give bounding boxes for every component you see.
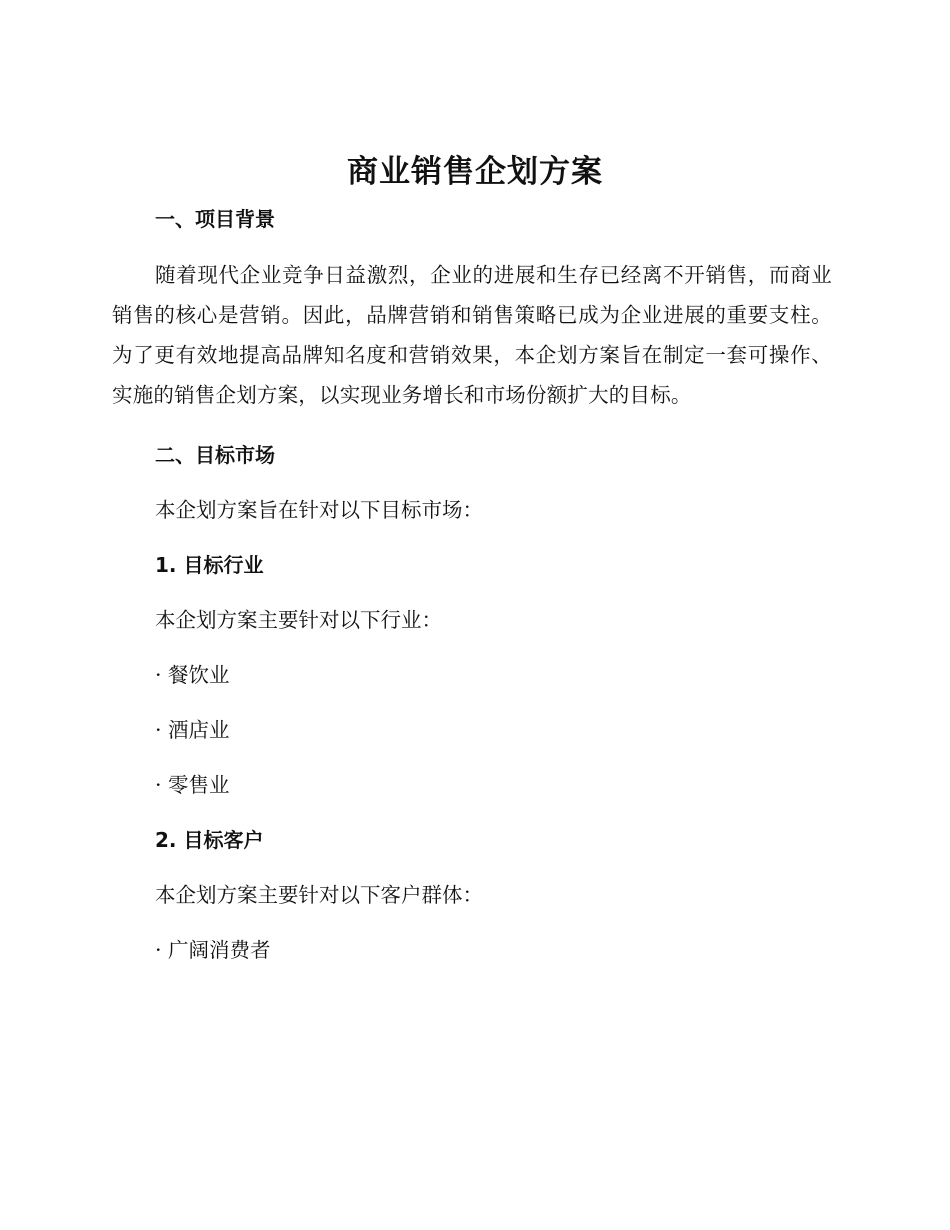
background-paragraph: 随着现代企业竞争日益激烈，企业的进展和生存已经离不开销售，而商业销售的核心是营销。因此，品牌营销和销售策略已成为企业进展的重要支柱。为了更有效地提高品牌知名度和营销效果，本企划方案旨在制定一套可操作、实施的销售企划方案，以实现业务增长和市场份额扩大的目标。 bbox=[112, 263, 832, 407]
subheading-target-customers: 2. 目标客户 bbox=[155, 828, 264, 852]
list-item-industry: · 餐饮业 bbox=[155, 663, 230, 687]
target-customers-intro: 本企划方案主要针对以下客户群体： bbox=[155, 883, 483, 907]
list-item-industry: · 酒店业 bbox=[155, 718, 230, 742]
target-market-intro: 本企划方案旨在针对以下目标市场： bbox=[155, 498, 483, 522]
document-title: 商业销售企划方案 bbox=[347, 154, 603, 190]
list-item-industry: · 零售业 bbox=[155, 773, 230, 797]
list-item-customer: · 广阔消费者 bbox=[155, 938, 271, 962]
section-heading-background: 一、项目背景 bbox=[155, 207, 275, 231]
section-heading-target-market: 二、目标市场 bbox=[155, 443, 275, 467]
target-industry-intro: 本企划方案主要针对以下行业： bbox=[155, 608, 442, 632]
subheading-target-industry: 1. 目标行业 bbox=[155, 553, 264, 577]
